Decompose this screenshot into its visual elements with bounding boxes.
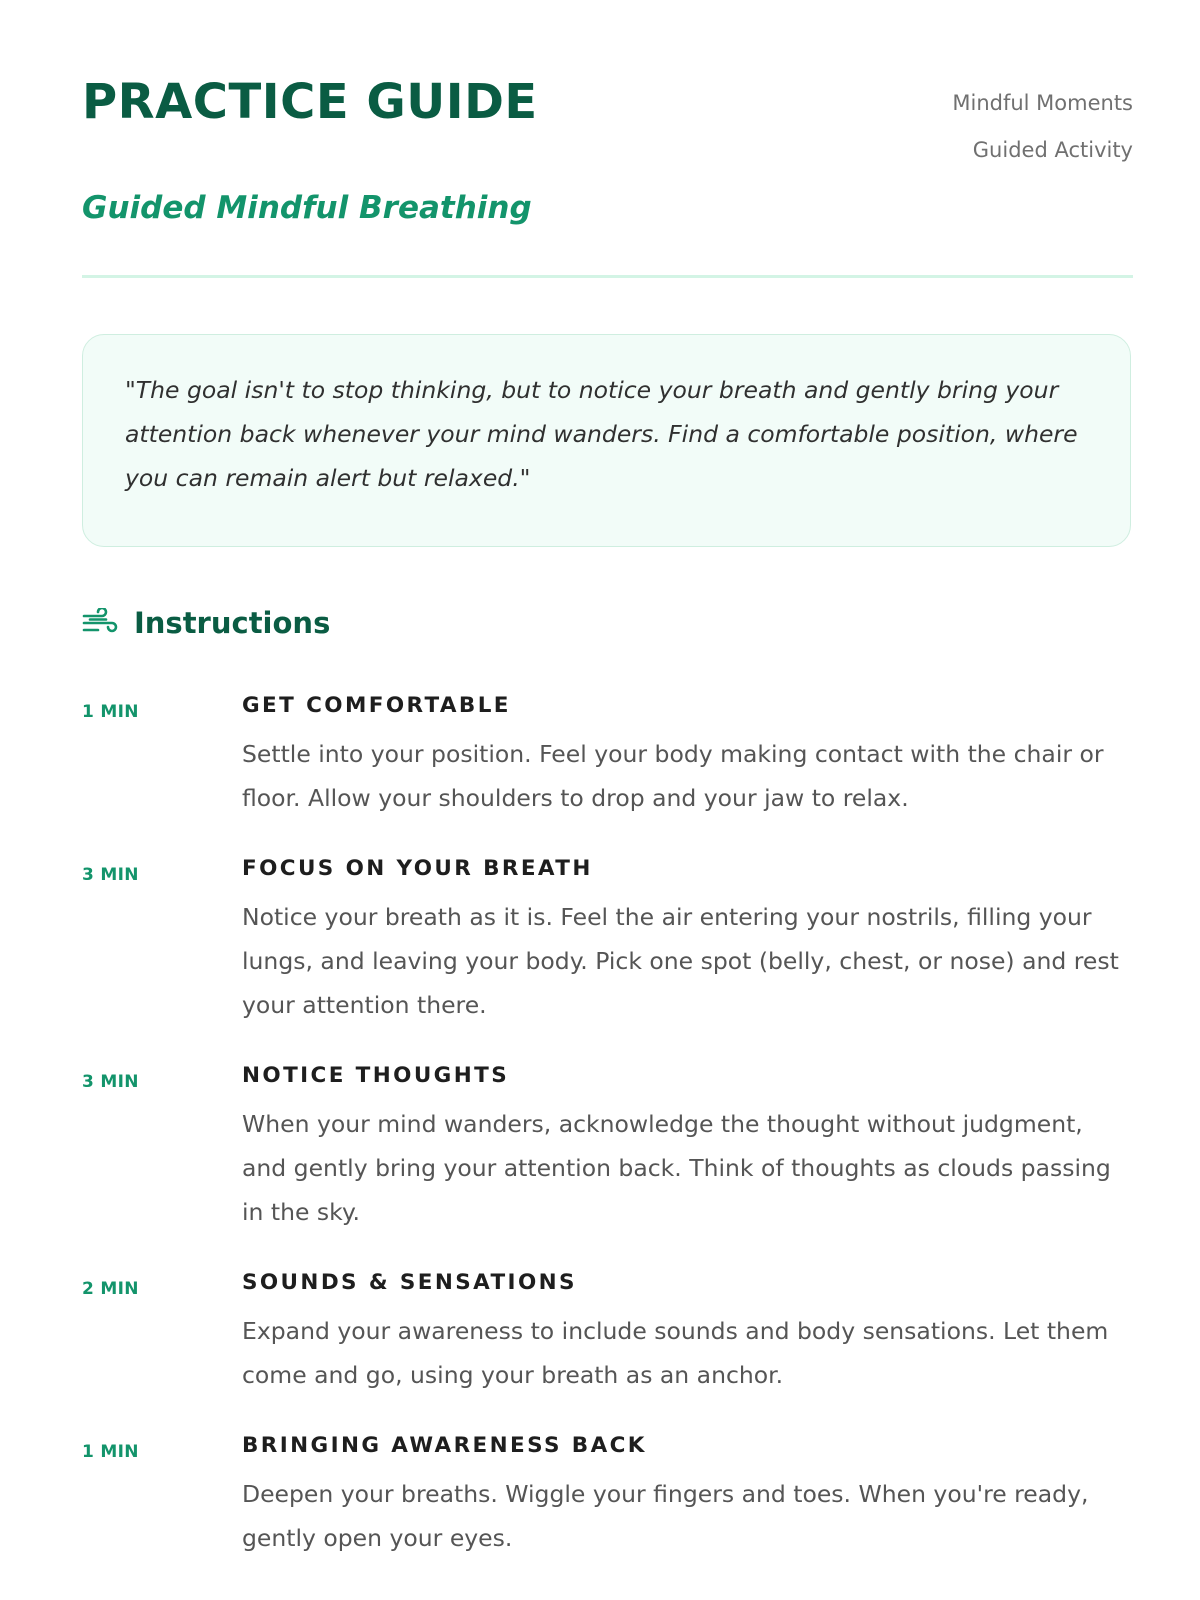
step-title: BRINGING AWARENESS BACK <box>242 1433 647 1458</box>
step-text: Expand your awareness to include sounds and body sensations. Let them come and go, using your breath as an anchor. <box>242 1317 1109 1389</box>
step-text: Deepen your breaths. Wiggle your fingers and toes. When you're ready, gently open your eyes. <box>242 1480 1089 1552</box>
list-item <box>82 692 1133 820</box>
header <box>82 0 1133 280</box>
list-item <box>82 1432 1133 1560</box>
section-title: Instructions <box>134 606 331 640</box>
step-duration: 3 MIN <box>82 1072 139 1092</box>
step-duration: 2 MIN <box>82 1279 139 1299</box>
step-title: GET COMFORTABLE <box>242 693 511 718</box>
step-body <box>242 1269 1133 1397</box>
step-title: NOTICE THOUGHTS <box>242 1063 510 1088</box>
meta-brand: Mindful Moments <box>952 91 1133 115</box>
step-text: Settle into your position. Feel your body making contact with the chair or floor. Allow your shoulders to drop and your jaw to relax. <box>242 740 1104 812</box>
step-body <box>242 855 1133 1027</box>
wind-icon <box>82 608 118 638</box>
step-body <box>242 1062 1133 1234</box>
quote-text: "The goal isn't to stop thinking, but to notice your breath and gently bring your attention back whenever your mind wanders. Find a comfortable position, where you can remain alert but relaxed." <box>125 376 1078 492</box>
step-title: SOUNDS & SENSATIONS <box>242 1270 577 1295</box>
step-duration: 1 MIN <box>82 1442 139 1462</box>
meta-type: Guided Activity <box>972 138 1133 162</box>
step-duration: 3 MIN <box>82 865 139 885</box>
instructions-heading <box>82 606 330 640</box>
header-meta <box>952 80 1133 174</box>
step-body <box>242 1432 1133 1560</box>
step-title: FOCUS ON YOUR BREATH <box>242 856 593 881</box>
page-title: PRACTICE GUIDE <box>82 74 538 130</box>
step-text: Notice your breath as it is. Feel the air entering your nostrils, filling your lungs, and leaving your body. Pick one spot (belly, chest, or nose) and rest your attention there. <box>242 903 1119 1019</box>
list-item <box>82 1062 1133 1234</box>
step-body <box>242 692 1133 820</box>
steps-list <box>82 692 1133 1595</box>
step-duration: 1 MIN <box>82 702 139 722</box>
list-item <box>82 1269 1133 1397</box>
list-item <box>82 855 1133 1027</box>
page-subtitle: Guided Mindful Breathing <box>82 190 532 226</box>
step-text: When your mind wanders, acknowledge the thought without judgment, and gently bring your attention back. Think of thoughts as clouds passing in the sky. <box>242 1110 1111 1226</box>
header-divider <box>82 275 1133 278</box>
practice-guide-page <box>82 0 1133 1600</box>
quote-box <box>82 334 1131 547</box>
